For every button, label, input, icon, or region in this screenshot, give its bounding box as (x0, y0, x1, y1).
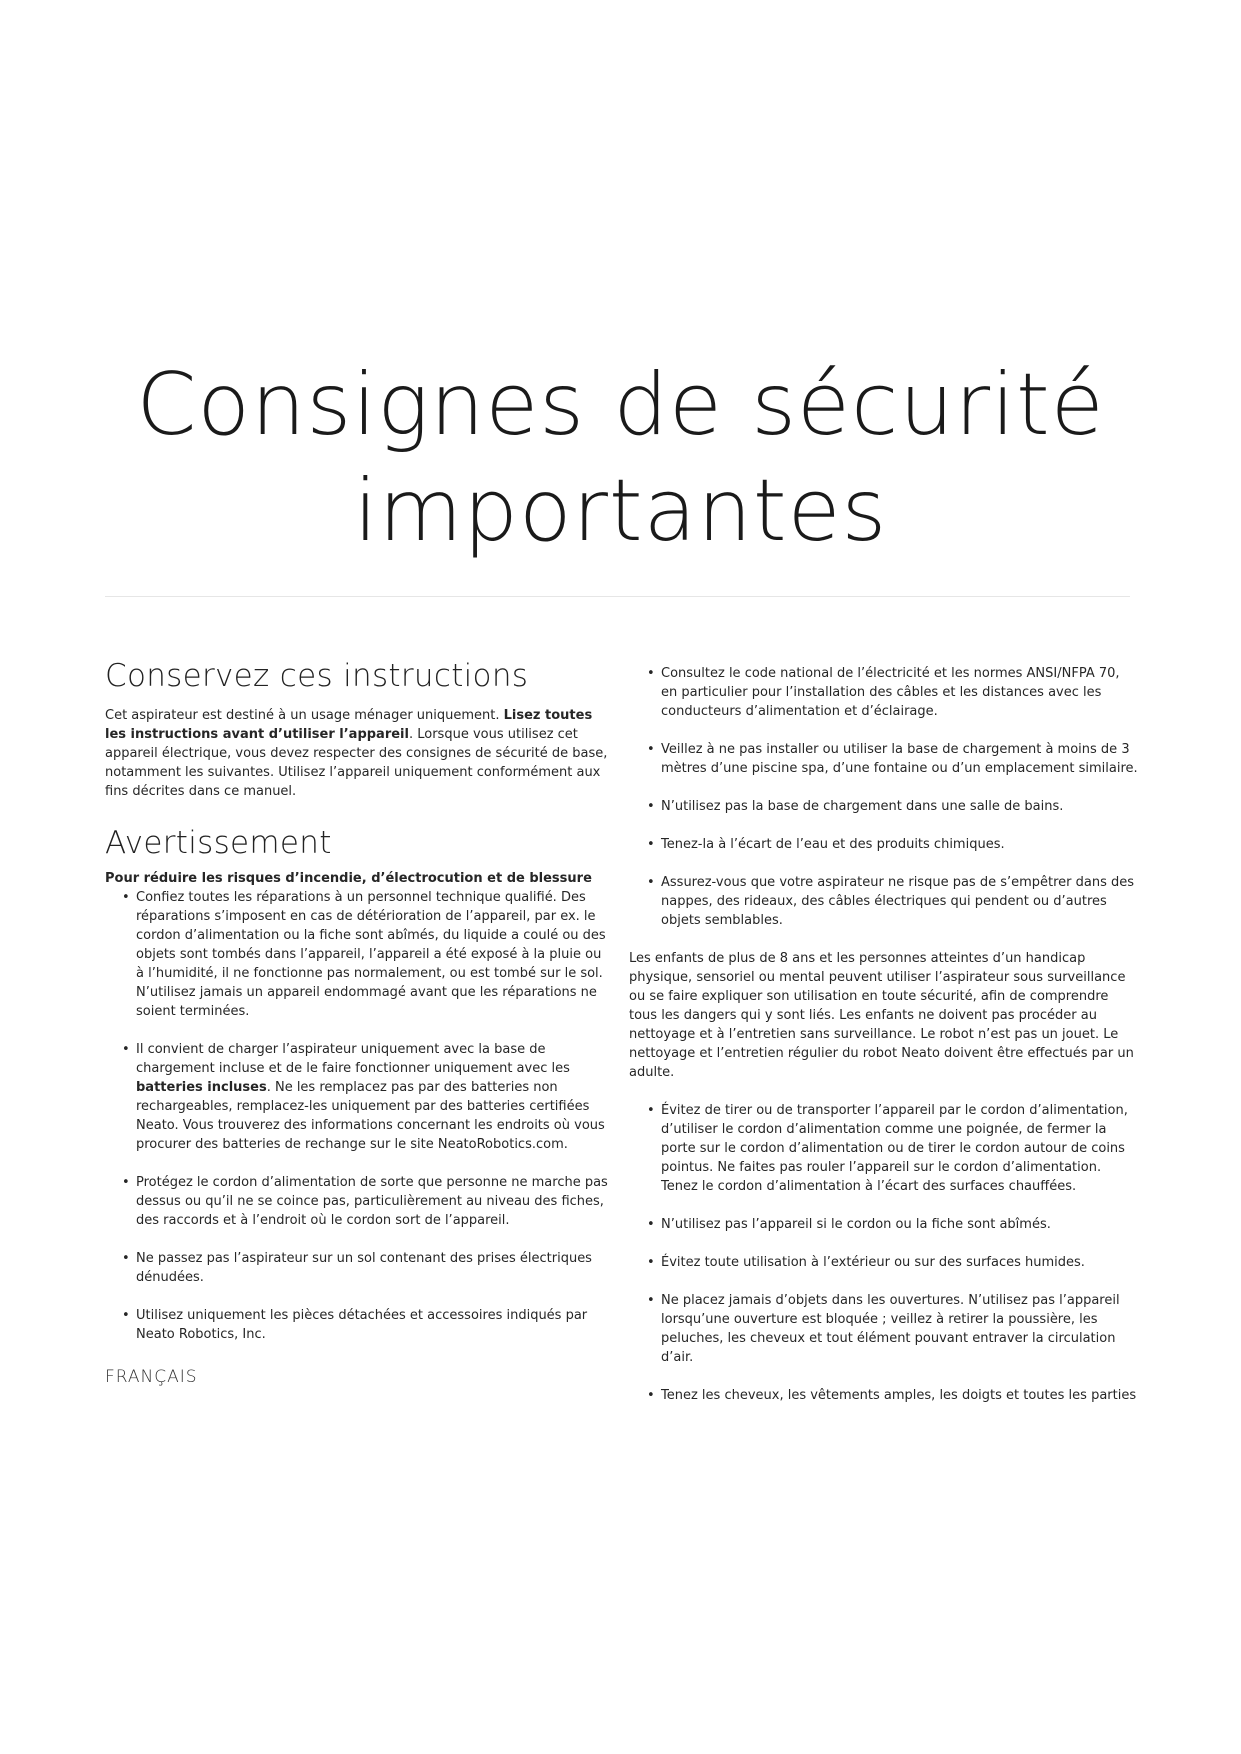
list-item-text: Consultez le code national de l’électricité et les normes ANSI/NFPA 70, en particulier pour l’installation des câbles et les distances avec les conducteurs d’alimentation et d’éclairage. (661, 666, 1120, 719)
list-item (645, 664, 1139, 721)
list-item-text: Ne placez jamais d’objets dans les ouvertures. N’utilisez pas l’appareil lorsqu’une ouverture est bloquée ; veillez à retirer la poussière, les peluches, les cheveux et tout élément pouvant entraver la circulation d’air. (661, 1293, 1120, 1365)
list-item (645, 1215, 1139, 1234)
list-item-text: Évitez toute utilisation à l’extérieur ou sur des surfaces humides. (661, 1255, 1085, 1270)
list-item-text: N’utilisez pas l’appareil si le cordon ou la fiche sont abîmés. (661, 1217, 1051, 1232)
title-divider (105, 596, 1130, 597)
safety-list-top (629, 664, 1139, 930)
list-item (120, 1249, 610, 1287)
list-item (645, 835, 1139, 854)
intro-text-a: Cet aspirateur est destiné à un usage ménager uniquement. (105, 708, 504, 723)
intro-paragraph (105, 706, 610, 801)
list-item-text: Assurez-vous que votre aspirateur ne risque pas de s’empêtrer dans des nappes, des rideaux, des câbles électriques qui pendent ou d’autres objets semblables. (661, 875, 1135, 928)
list-item-text: Protégez le cordon d’alimentation de sorte que personne ne marche pas dessus ou qu’il ne se coince pas, particulièrement au niveau des fiches, des raccords et à l’endroit où le cordon sort de l’appareil. (136, 1175, 608, 1228)
list-item-text: Évitez de tirer ou de transporter l’appareil par le cordon d’alimentation, d’utiliser le cordon d’alimentation comme une poignée, de fermer la porte sur le cordon d’alimentation ou de tirer le cordon autour de coins pointus. Ne faites pas rouler l’appareil sur le cordon d’alimentation. Tenez le cordon d’alimentation à l’écart des surfaces chauffées. (661, 1103, 1128, 1194)
list-item-text: Ne passez pas l’aspirateur sur un sol contenant des prises électriques dénudées. (136, 1251, 592, 1285)
warning-list (105, 888, 610, 1344)
intro-bold-text: Lisez toutes les instructions avant d’utiliser l’appareil (105, 708, 593, 742)
list-item (645, 740, 1139, 778)
list-item (645, 873, 1139, 930)
list-item (645, 1253, 1139, 1272)
list-item-text: Confiez toutes les réparations à un personnel technique qualifié. Des réparations s’imposent en cas de détérioration de l’appareil, par ex. le cordon d’alimentation ou la fiche sont abîmés, du liquide a coulé ou des objets sont tombés dans l’appareil, l’appareil a été exposé à la pluie ou à l’humidité, il ne fonctionne pas normalement, ou est tombé sur le sol. N’utilisez jamais un appareil endommagé avant que les réparations ne soient terminées. (136, 890, 606, 1019)
children-paragraph: Les enfants de plus de 8 ans et les personnes atteintes d’un handicap physique, sensoriel ou mental peuvent utiliser l’aspirateur sous surveillance ou se faire expliquer son utilisation en toute sécurité, afin de comprendre tous les dangers qui y sont liés. Les enfants ne doivent pas procéder au nettoyage et à l’entretien sans surveillance. Le robot n’est pas un jouet. Le nettoyage et l’entretien régulier du robot Neato doivent être effectués par un adulte. (629, 951, 1134, 1080)
list-item (645, 1101, 1139, 1196)
list-item-text: Veillez à ne pas installer ou utiliser la base de chargement à moins de 3 mètres d’une piscine spa, d’une fontaine ou d’un emplacement similaire. (661, 742, 1138, 776)
list-item-bold-text: batteries incluses (136, 1080, 267, 1095)
list-item-text: N’utilisez pas la base de chargement dans une salle de bains. (661, 799, 1064, 814)
title-line-2: importantes (353, 461, 888, 561)
list-item-text: Utilisez uniquement les pièces détachées et accessoires indiqués par Neato Robotics, Inc. (136, 1308, 588, 1342)
list-item-text: . Ne les remplacez pas par des batteries non rechargeables, remplacez-les uniquement par des batteries certifiées Neato. Vous trouverez des informations concernant les endroits où vous procurer des batteries de rechange sur le site NeatoRobotics.com. (136, 1080, 605, 1152)
list-item-text: Tenez les cheveux, les vêtements amples, les doigts et toutes les parties (661, 1388, 1137, 1403)
list-item (120, 888, 610, 1021)
section-heading-conservez: Conservez ces instructions (105, 658, 529, 694)
list-item (645, 1291, 1139, 1367)
title-line-1: Consignes de sécurité (136, 355, 1105, 455)
list-item-text: Il convient de charger l’aspirateur uniquement avec la base de chargement incluse et de le faire fonctionner uniquement avec les (136, 1042, 570, 1076)
list-item (120, 1173, 610, 1230)
page-title (0, 352, 1241, 564)
section-heading-avertissement: Avertissement (105, 825, 332, 861)
list-item-text: Tenez-la à l’écart de l’eau et des produits chimiques. (661, 837, 1005, 852)
intro-text-b: . Lorsque vous utilisez cet appareil électrique, vous devez respecter des consignes de sécurité de base, notamment les suivantes. Utilisez l’appareil uniquement conformément aux fins décrites dans ce manuel. (105, 727, 608, 799)
right-column (629, 664, 1139, 1424)
list-item (120, 1040, 610, 1154)
language-label: FRANÇAIS (105, 1367, 198, 1387)
warning-subheading: Pour réduire les risques d’incendie, d’électrocution et de blessure (105, 871, 592, 886)
list-item (120, 1306, 610, 1344)
left-column (105, 656, 610, 1363)
list-item (645, 1386, 1139, 1405)
list-item (645, 797, 1139, 816)
safety-list-bottom (629, 1101, 1139, 1405)
